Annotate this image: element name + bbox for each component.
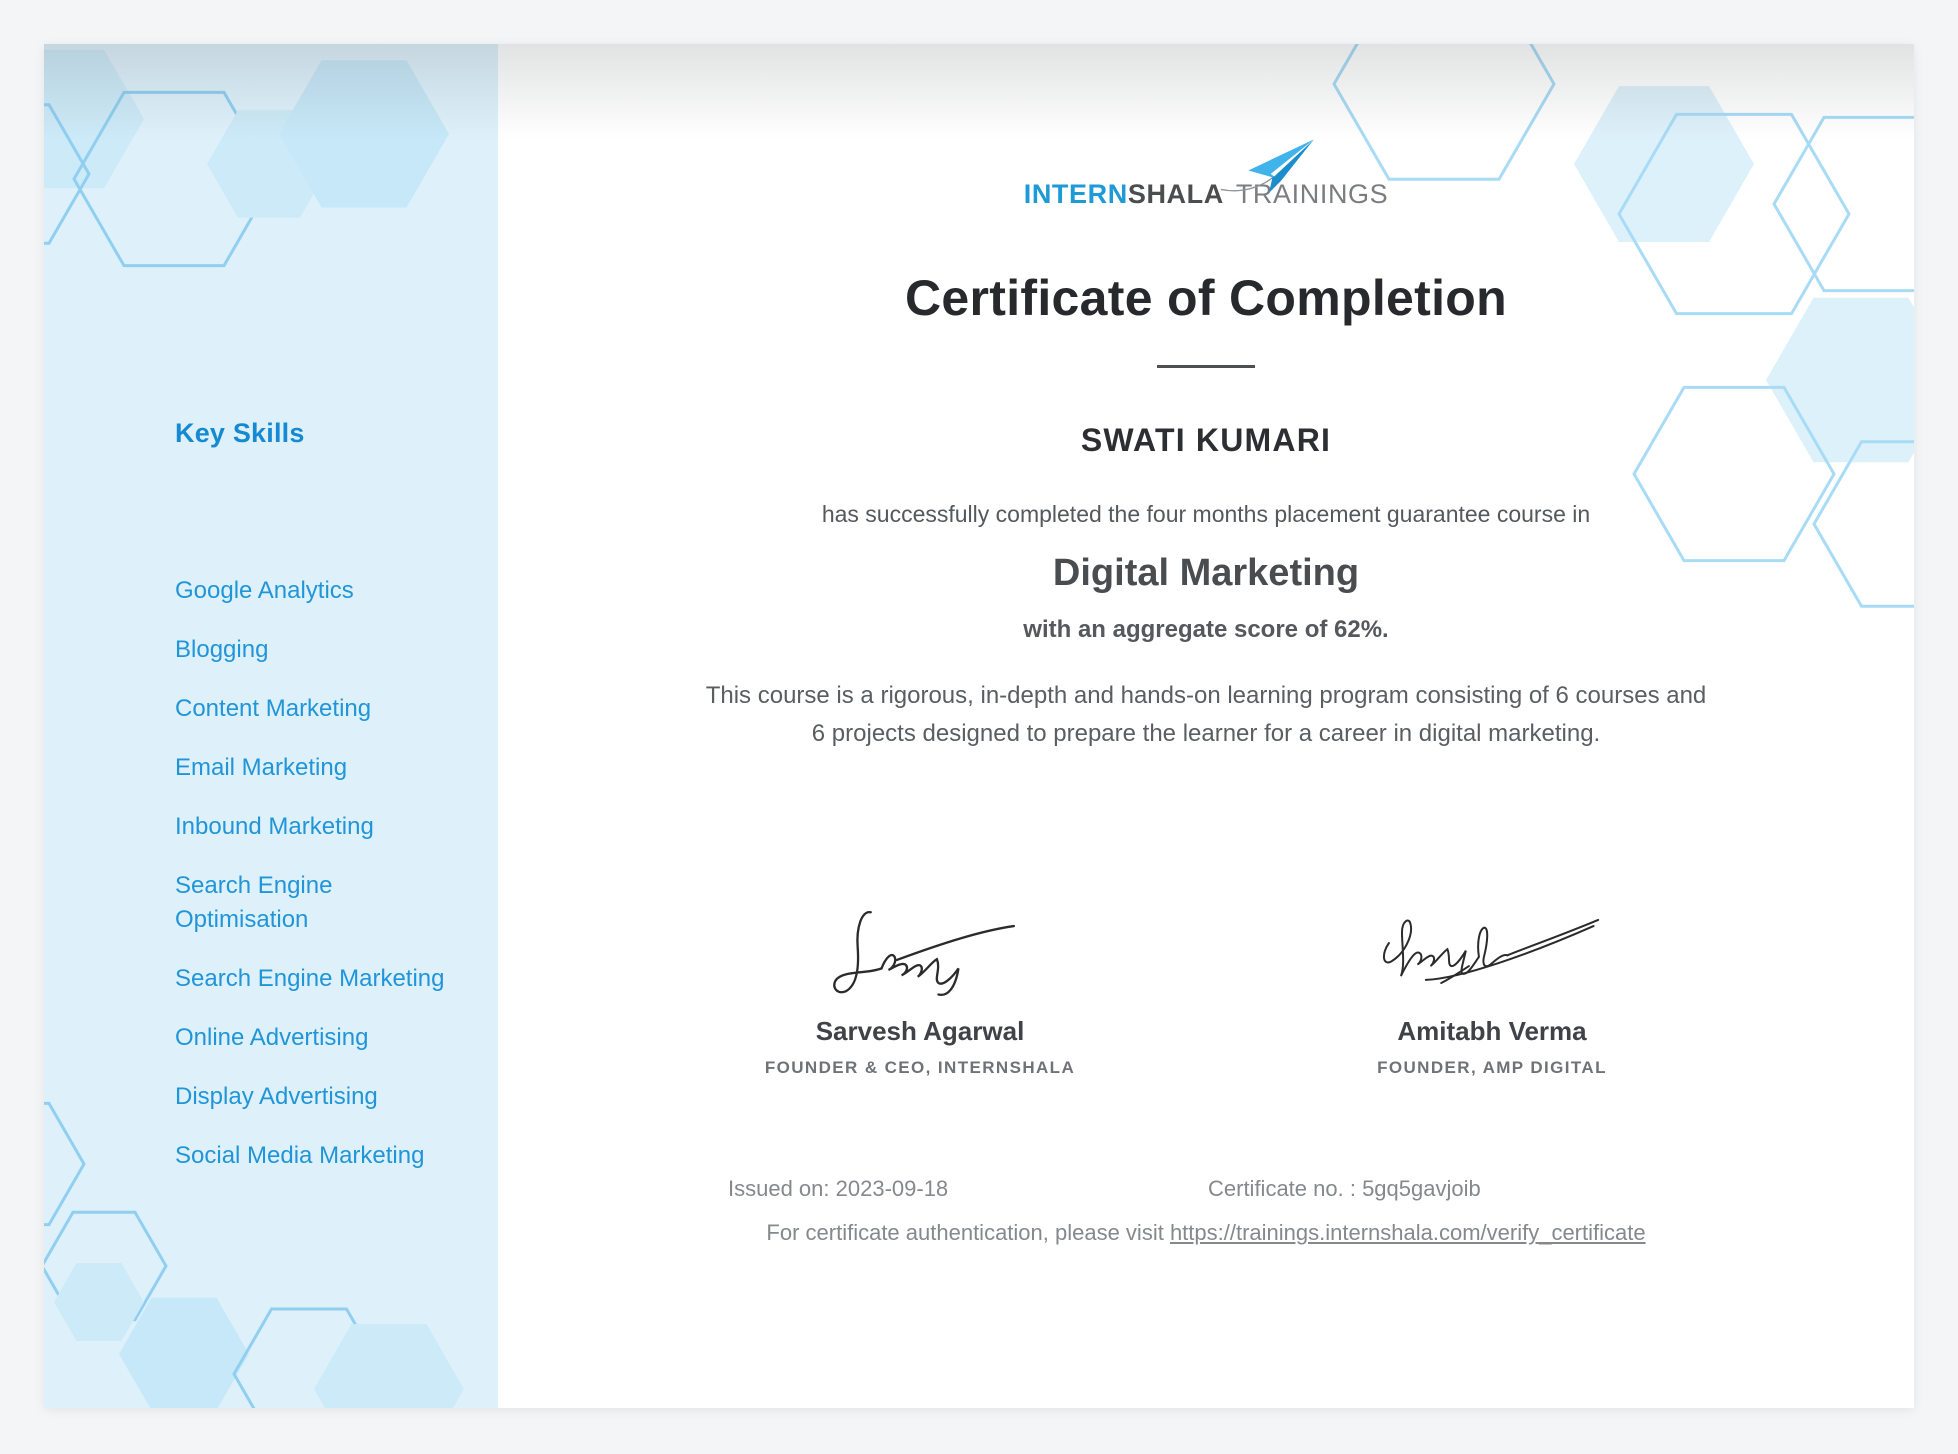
certificate-title: Certificate of Completion [905, 270, 1507, 326]
certificate-body [498, 44, 1914, 1408]
skill-item: Display Advertising [175, 1083, 378, 1110]
verify-certificate-link[interactable]: https://trainings.internshala.com/verify_certificate [1169, 1220, 1646, 1245]
skills-list [175, 574, 458, 1173]
certificate-number: Certificate no. : 5gq5gavjoib [1208, 1176, 1481, 1201]
logo-trainings: TRAININGS [1235, 179, 1389, 209]
skill-item: Search Engine Optimisation [175, 872, 333, 933]
skill-item: Social Media Marketing [175, 1142, 425, 1169]
skill-item: Email Marketing [175, 754, 348, 781]
skill-item: Blogging [175, 636, 269, 663]
skill-item: Online Advertising [175, 1024, 369, 1051]
authentication-text: For certificate authentication, please visit [766, 1220, 1170, 1245]
signatory-role: FOUNDER & CEO, INTERNSHALA [764, 1058, 1076, 1077]
course-name: Digital Marketing [1052, 552, 1360, 594]
sarvesh-signature-image [790, 903, 1050, 1003]
recipient-name: SWATI KUMARI [1080, 422, 1332, 458]
completion-statement: has successfully completed the four months placement guarantee course in [821, 501, 1591, 527]
authentication-line [766, 1219, 1645, 1247]
skill-item: Google Analytics [175, 577, 354, 604]
course-description: This course is a rigorous, in-depth and hands-on learning program consisting of 6 courses and 6 projects designed to prepare the learner for a career in digital marketing. [705, 682, 1707, 747]
signatory-name: Sarvesh Agarwal [815, 1016, 1025, 1046]
signatory-sarvesh [710, 903, 1130, 1079]
signatures-row [498, 903, 1914, 1079]
key-skills-heading: Key Skills [175, 418, 305, 448]
title-divider [1157, 365, 1255, 368]
logo-shala: SHALA [1127, 179, 1224, 209]
paper-plane-icon [1217, 136, 1321, 198]
issued-on: Issued on: 2023-09-18 [728, 1176, 949, 1201]
aggregate-score: with an aggregate score of 62%. [1023, 616, 1389, 643]
amitabh-signature-image [1342, 903, 1642, 1003]
internshala-trainings-logo [1024, 176, 1389, 212]
certificate-card [44, 44, 1914, 1408]
signatory-amitabh [1282, 903, 1702, 1079]
skill-item: Inbound Marketing [175, 813, 374, 840]
signatory-role: FOUNDER, AMP DIGITAL [1377, 1058, 1607, 1077]
logo-intern: INTERN [1023, 179, 1128, 209]
skill-item: Search Engine Marketing [175, 965, 445, 992]
key-skills-sidebar [44, 44, 498, 1408]
signatory-name: Amitabh Verma [1397, 1016, 1587, 1046]
skill-item: Content Marketing [175, 695, 372, 722]
issue-info-row [498, 1175, 1914, 1203]
